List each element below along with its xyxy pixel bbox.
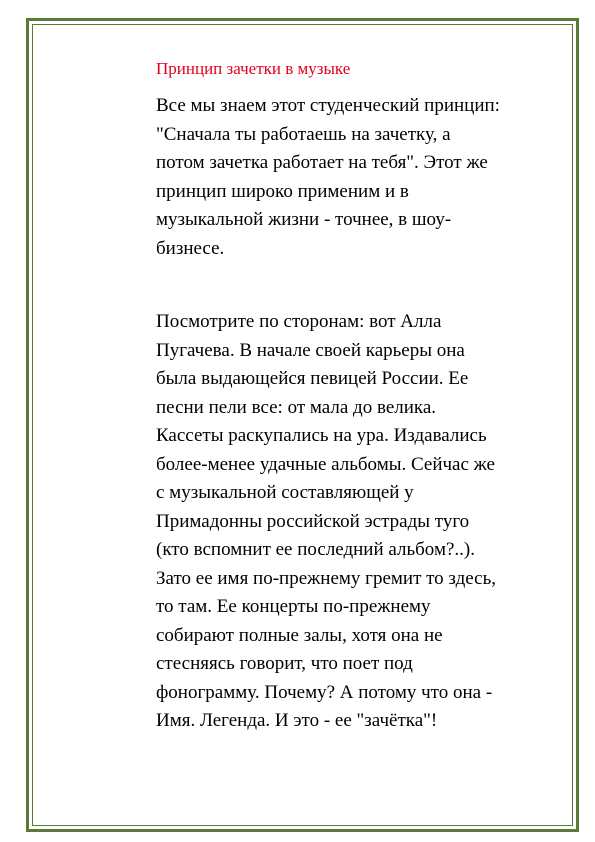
paragraph-pugacheva: Посмотрите по сторонам: вот Алла Пугачева. В начале своей карьеры она была выдающейся певицей России. Ее песни пели все: от мала до велика. Кассеты раскупались на ура. Издавались более-менее удачные альбомы. Сейчас же с музыкальной составляющей у Примадонны российской эстрады туго (кто вспомнит ее последний альбом?..). Зато ее имя по-прежнему гремит то здесь, то там. Ее концерты по-прежнему собирают полные залы, хотя она не стесняясь говорит, что поет под фонограмму. Почему? А потому что она - Имя. Легенда. И это - ее "зачётка"!: [156, 311, 497, 731]
document-title: Принцип зачетки в музыке: [156, 59, 351, 78]
paragraph-intro: Все мы знаем этот студенческий принцип: "Сначала ты работаешь на зачетку, а потом зачетка работает на тебя". Этот же принцип широко применим и в музыкальной жизни - точнее, в шоу-бизнесе.: [156, 95, 500, 259]
document-body: [156, 58, 501, 736]
paragraph-spacer: [156, 263, 501, 308]
